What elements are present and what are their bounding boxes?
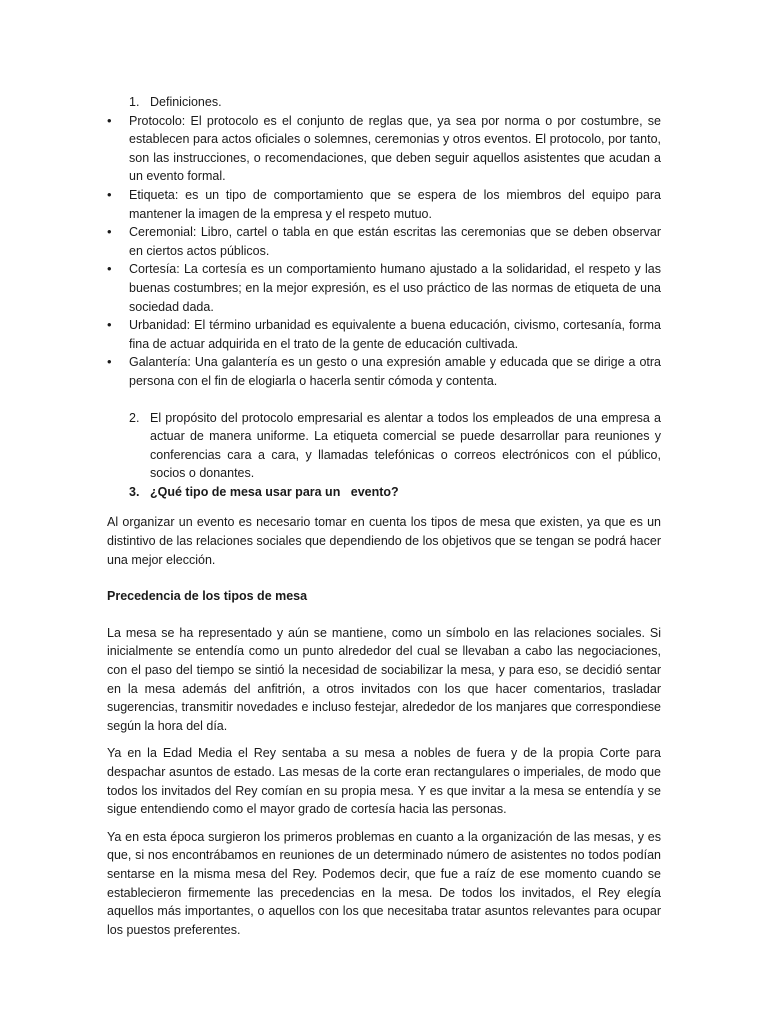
list-number: 2. bbox=[129, 410, 140, 425]
bullet-icon: • bbox=[107, 224, 112, 240]
document-page bbox=[107, 93, 661, 939]
list-item-urbanidad bbox=[107, 316, 661, 353]
definition: es un tipo de comportamiento que se espera de los miembros del equipo para mantener la imagen de la empresa y el respeto mutuo. bbox=[129, 187, 661, 221]
definition: La cortesía es un comportamiento humano ajustado a la solidaridad, el respeto y las buenas costumbres; en la mejor expresión, es el uso práctico de las normas de etiqueta de una sociedad dada. bbox=[129, 262, 661, 314]
definition: Libro, cartel o tabla en que están escritas las ceremonias que se deben observar en ciertos actos públicos. bbox=[129, 225, 661, 258]
list-item-galanteria bbox=[107, 353, 661, 390]
definition: El término urbanidad es equivalente a buena educación, civismo, cortesanía, forma fina de actuar adquirida en el trato de la gente de educación cultivada. bbox=[129, 318, 661, 351]
definition: El protocolo es el conjunto de reglas que, ya sea por norma o por costumbre, se establecen para actos oficiales o solemnes, ceremonias y otros eventos. El protocolo, por tanto, son las instrucciones, o recomendaciones, que deben seguir aquellos asistentes que acudan a un evento formal. bbox=[129, 113, 661, 184]
term: Protocolo: bbox=[129, 113, 186, 128]
section-2-text: El propósito del protocolo empresarial es alentar a todos los empleados de una empresa a actuar de manera uniforme. La etiqueta comercial se puede desarrollar para reuniones y conferencias cara a cara, y llamadas telefónicas o correos electrónicos con el público, socios o donantes. bbox=[150, 410, 661, 481]
list-item-cortesia bbox=[107, 260, 661, 316]
body-paragraph: La mesa se ha representado y aún se mantiene, como un símbolo en las relaciones sociales. Si inicialmente se entendía como un punto alrededor del cual se llevaban a cabo las negociaciones, con el paso del tiempo se sintió la necesidad de sociabilizar la mesa, y para eso, se decidió sentar en la mesa además del anfitrión, a otros invitados con los que hacer comentarios, trasladar sugerencias, transmitir novedades e incluso festejar, alrededor de los manjares que correspondiese según la hora del día. bbox=[107, 625, 661, 733]
list-item-protocolo bbox=[107, 112, 661, 186]
body-paragraph: Ya en la Edad Media el Rey sentaba a su mesa a nobles de fuera y de la propia Corte para despachar asuntos de estado. Las mesas de la corte eran rectangulares o imperiales, de modo que todos los invitados del Rey comían en su propia mesa. Y es que invitar a la mesa se entendía y se sigue entendiendo como el mayor grado de cortesía hacia las personas. bbox=[107, 746, 661, 817]
spacer bbox=[107, 391, 661, 409]
bullet-icon: • bbox=[107, 317, 112, 333]
bullet-icon: • bbox=[107, 354, 112, 370]
section-1-heading bbox=[107, 93, 661, 112]
list-number: 3. bbox=[129, 484, 140, 499]
intro-paragraph: Al organizar un evento es necesario tomar en cuenta los tipos de mesa que existen, ya que es un distintivo de las relaciones sociales que dependiendo de los objetivos que se tengan se podrá hacer una mejor elección. bbox=[107, 515, 661, 567]
list-item-ceremonial bbox=[107, 223, 661, 260]
section-1-title: Definiciones. bbox=[150, 95, 222, 109]
bullet-icon: • bbox=[107, 186, 112, 202]
term: Cortesía: bbox=[129, 262, 180, 277]
body-paragraph: Ya en esta época surgieron los primeros problemas en cuanto a la organización de las mesas, y es que, si nos encontrábamos en reuniones de un determinado número de asistentes no todos podían sentarse en la misma mesa del Rey. Podemos decir, que fue a raíz de ese momento cuando se establecieron firmemente las precedencias en la mesa. De todos los invitados, el Rey elegía aquellos más importantes, o aquellos con los que necesitaba tratar asuntos relevantes para ocupar los puestos preferentes. bbox=[107, 829, 661, 937]
term: Ceremonial: bbox=[129, 225, 197, 240]
section-3-title: ¿Qué tipo de mesa usar para un evento? bbox=[150, 484, 399, 499]
section-2-item bbox=[107, 409, 661, 483]
term: Etiqueta: bbox=[129, 187, 179, 202]
term: Galantería: bbox=[129, 355, 191, 370]
section-3-heading bbox=[107, 483, 661, 502]
definition: Una galantería es un gesto o una expresión amable y educada que se dirige a otra persona con el fin de elogiarla o hacerla sentir cómoda y contenta. bbox=[129, 355, 661, 388]
list-number: 1. bbox=[129, 95, 140, 109]
subheading: Precedencia de los tipos de mesa bbox=[107, 589, 308, 604]
term: Urbanidad: bbox=[129, 318, 191, 333]
bullet-icon: • bbox=[107, 112, 112, 128]
bullet-icon: • bbox=[107, 261, 112, 277]
list-item-etiqueta bbox=[107, 186, 661, 223]
